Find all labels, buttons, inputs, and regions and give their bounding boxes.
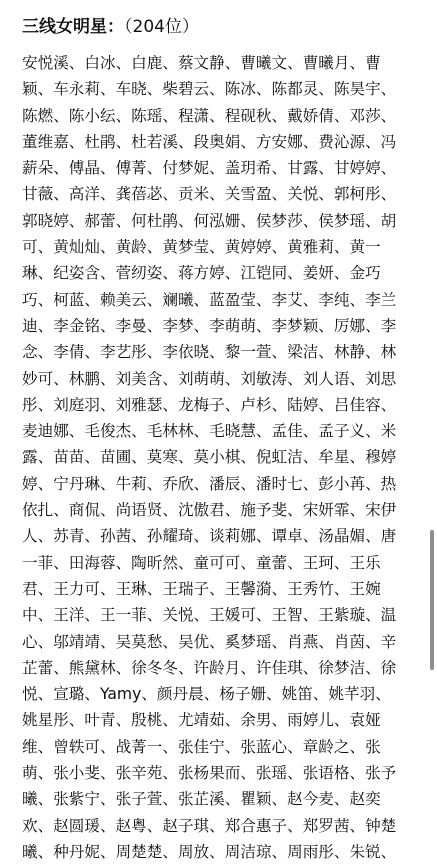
text-line: 甘薇、高洋、龚蓓苾、贡米、关雪盈、关悦、郭柯彤、: [22, 185, 397, 204]
text-line: 一菲、田海蓉、陶昕然、童可可、童蕾、王珂、王乐: [22, 553, 381, 572]
text-line: 露、苗苗、苗圃、莫寒、莫小棋、倪虹洁、牟星、穆婷: [22, 448, 397, 467]
text-line: 薪朵、傅晶、傅菁、付梦妮、盖玥希、甘露、甘婷婷、: [22, 159, 397, 178]
text-line: 麦迪娜、毛俊杰、毛林林、毛晓慧、孟佳、孟子义、米: [22, 422, 397, 441]
text-line: 君、王力可、王琳、王瑞子、王馨漪、王秀竹、王婉: [22, 579, 381, 598]
text-line: 心、邬靖靖、吴莫愁、吴优、奚梦瑶、肖燕、肖茵、辛: [22, 632, 397, 651]
text-line: 念、李倩、李艺彤、李依晓、黎一萱、梁洁、林静、林: [22, 343, 397, 362]
name-list-paragraph: [22, 50, 418, 865]
text-line: 郭晓婷、郝蕾、何杜鹃、何泓姗、侯梦莎、侯梦瑶、胡: [22, 211, 397, 230]
text-line: 彤、刘庭羽、刘雅瑟、龙梅子、卢杉、陆婷、吕佳容、: [22, 395, 397, 414]
text-line: 安悦溪、白冰、白鹿、蔡文静、曹曦文、曹曦月、曹: [22, 54, 381, 72]
heading-count: （204位）: [124, 17, 199, 37]
text-line: 人、苏青、孙茜、孙耀琦、谈莉娜、谭卓、汤晶媚、唐: [22, 527, 397, 546]
text-line: 琳、纪姿含、菅纫姿、蒋方婷、江铠同、姜妍、金巧: [22, 264, 381, 283]
text-line: 可、黄灿灿、黄龄、黄梦莹、黄婷婷、黄雅莉、黄一: [22, 238, 381, 257]
text-line: 陈燃、陈小纭、陈瑶、程潇、程砚秋、戴娇倩、邓莎、: [22, 106, 397, 125]
text-line: 萌、张小斐、张辛苑、张杨果而、张瑶、张语格、张予: [22, 764, 397, 783]
text-line: 迪、李金铭、李曼、李梦、李萌萌、李梦颖、厉娜、李: [22, 316, 397, 335]
heading-title: 三线女明星：: [22, 17, 124, 37]
text-line: 董维嘉、杜鹃、杜若溪、段奥娟、方安娜、费沁源、冯: [22, 132, 397, 151]
text-line: 欢、赵圆瑗、赵粤、赵子琪、郑合惠子、郑罗茜、钟楚: [22, 816, 397, 835]
text-line: 婷、宁丹琳、牛莉、乔欣、潘辰、潘时七、彭小苒、热: [22, 474, 397, 493]
text-line: 中、王洋、王一菲、关悦、王媛可、王智、王紫璇、温: [22, 606, 397, 625]
text-line: 妙可、林鹏、刘美含、刘萌萌、刘敏涛、刘人语、刘思: [22, 369, 397, 388]
text-line: 曦、种丹妮、周楚楚、周放、周洁琼、周雨彤、朱锐、: [22, 842, 397, 861]
text-line: 芷蕾、熊黛林、徐冬冬、许龄月、许佳琪、徐梦洁、徐: [22, 658, 397, 677]
text-line: 曦、张紫宁、张子萱、张芷溪、瞿颖、赵今麦、赵奕: [22, 790, 381, 809]
vertical-scrollbar-thumb[interactable]: [430, 530, 434, 670]
text-line: 颖、车永莉、车晓、柴碧云、陈冰、陈都灵、陈昊宇、: [22, 80, 397, 99]
text-line: 巧、柯蓝、赖美云、斓曦、蓝盈莹、李艾、李纯、李兰: [22, 290, 397, 309]
text-line: 依扎、商侃、尚语贤、沈傲君、施予斐、宋妍霏、宋伊: [22, 501, 397, 520]
text-line: 悦、宣璐、Yamy、颜丹晨、杨子姗、姚笛、姚芊羽、: [22, 685, 391, 704]
text-line: 维、曾轶可、战菁一、张佳宁、张蓝心、章龄之、张: [22, 737, 381, 756]
section-heading: [22, 14, 199, 40]
text-line: 姚星彤、叶青、殷桃、尤靖茹、余男、雨婷儿、袁娅: [22, 711, 381, 730]
